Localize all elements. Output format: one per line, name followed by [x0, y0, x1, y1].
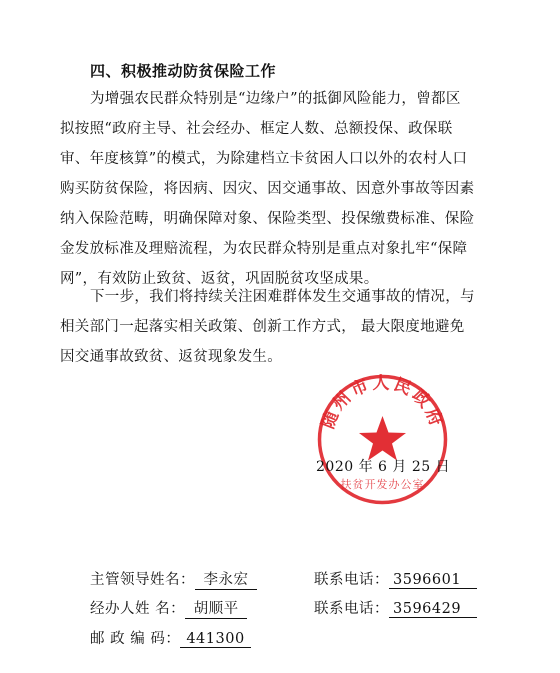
leader-phone: 3596601 [389, 572, 477, 589]
seal-bottom-text: 扶贫开发办公室 [340, 478, 425, 491]
paragraph-line: 为增强农民群众特别是“边缘户”的抵御风险能力，曾都区 [90, 91, 461, 107]
paragraph-line: 纳入保险范畴，明确保障对象、保险类型、投保缴费标准、保险 [60, 211, 475, 227]
handler-label: 经办人姓 名： [90, 601, 186, 617]
phone-label: 联系电话： [314, 572, 389, 588]
postcode-label: 邮 政 编 码： [90, 631, 181, 647]
paragraph-line: 拟按照“政府主导、社会经办、框定人数、总额投保、政保联 [60, 121, 453, 137]
signature-date [316, 456, 450, 476]
paragraph-line: 购买防贫保险，将因病、因灾、因交通事故、因意外事故等因素 [60, 181, 475, 197]
paragraph-line: 下一步，我们将持续关注困难群体发生交通事故的情况，与 [90, 289, 475, 305]
date-month: 6 [378, 459, 388, 475]
leader-name: 李永宏 [195, 568, 257, 590]
handler-phone: 3596429 [389, 601, 477, 618]
leader-phone-row [314, 568, 477, 589]
seal-star-icon [359, 416, 406, 461]
seal-arc-text: 随州市人民政府 [318, 373, 447, 432]
phone-label: 联系电话： [314, 601, 389, 617]
handler-phone-row [314, 597, 477, 618]
postcode-row [90, 627, 251, 648]
date-day: 25 [411, 459, 431, 475]
paragraph-line: 网”，有效防止致贫、返贫，巩固脱贫攻坚成果。 [60, 271, 379, 287]
handler-row [90, 597, 247, 619]
date-month-unit: 月 [392, 459, 407, 475]
date-day-unit: 日 [435, 459, 451, 475]
paragraph-line: 金发放标准及理赔流程，为农民群众特别是重点对象扎牢“保障 [60, 241, 468, 257]
official-seal [315, 372, 450, 507]
leader-row [90, 568, 257, 590]
date-year-unit: 年 [358, 459, 374, 475]
paragraph-line: 因交通事故致贫、返贫现象发生。 [60, 349, 282, 365]
leader-label: 主管领导姓名： [90, 572, 195, 588]
paragraph-insurance [60, 84, 500, 294]
paragraph-line: 审、年度核算”的模式，为除建档立卡贫困人口以外的农村人口 [60, 151, 468, 167]
postcode-value: 441300 [180, 631, 250, 648]
paragraph-next-steps [60, 282, 500, 372]
handler-name: 胡顺平 [185, 597, 247, 619]
section-heading: 四、积极推动防贫保险工作 [90, 62, 277, 80]
paragraph-line: 相关部门一起落实相关政策、创新工作方式， 最大限度地避免 [60, 319, 465, 335]
date-year: 2020 [316, 459, 354, 475]
